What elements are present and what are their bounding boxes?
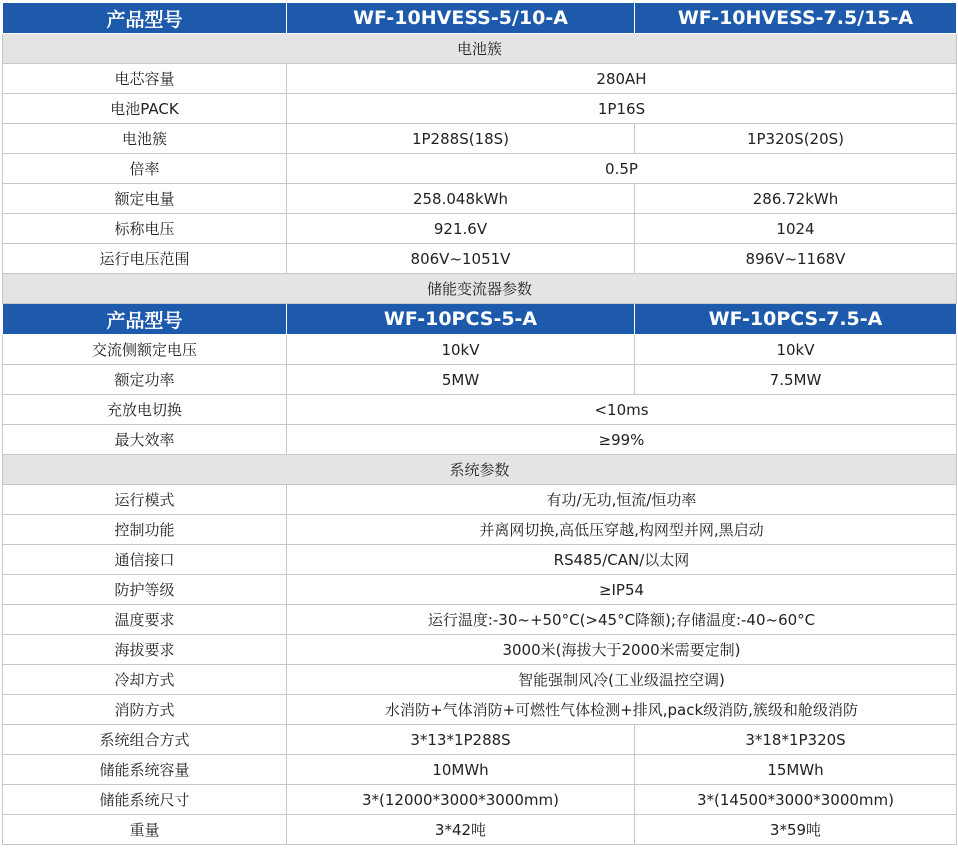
spec-table	[2, 2, 957, 845]
row-label: 消防方式	[3, 695, 287, 725]
row-label: 电池簇	[3, 124, 287, 154]
row-label: 标称电压	[3, 214, 287, 244]
table-row	[3, 214, 957, 244]
table-row	[3, 184, 957, 214]
header-label: 产品型号	[3, 3, 287, 34]
table-row	[3, 485, 957, 515]
row-value: 有功/无功,恒流/恒功率	[287, 485, 957, 515]
table-row	[3, 64, 957, 94]
row-value: 运行温度:-30~+50°C(>45°C降额);存储温度:-40~60°C	[287, 605, 957, 635]
table-row	[3, 575, 957, 605]
row-value-b: 15MWh	[635, 755, 957, 785]
row-value: 1P16S	[287, 94, 957, 124]
row-value: 0.5P	[287, 154, 957, 184]
row-label: 运行电压范围	[3, 244, 287, 274]
table-row	[3, 665, 957, 695]
row-value-b: 3*(14500*3000*3000mm)	[635, 785, 957, 815]
row-value-b: 7.5MW	[635, 365, 957, 395]
table-row	[3, 635, 957, 665]
row-value-b: 896V~1168V	[635, 244, 957, 274]
table-row	[3, 515, 957, 545]
table-row	[3, 785, 957, 815]
row-label: 运行模式	[3, 485, 287, 515]
row-value-b: 286.72kWh	[635, 184, 957, 214]
header-row-pcs	[3, 304, 957, 335]
header-model-a: WF-10HVESS-5/10-A	[287, 3, 635, 34]
row-label: 控制功能	[3, 515, 287, 545]
header-label: 产品型号	[3, 304, 287, 335]
table-row	[3, 244, 957, 274]
row-value-a: 921.6V	[287, 214, 635, 244]
table-row	[3, 725, 957, 755]
row-label: 交流侧额定电压	[3, 335, 287, 365]
table-row	[3, 335, 957, 365]
row-value-b: 1024	[635, 214, 957, 244]
table-row	[3, 425, 957, 455]
row-value-a: 1P288S(18S)	[287, 124, 635, 154]
row-value: 智能强制风冷(工业级温控空调)	[287, 665, 957, 695]
row-label: 电芯容量	[3, 64, 287, 94]
table-row	[3, 94, 957, 124]
row-value-a: 10MWh	[287, 755, 635, 785]
row-label: 储能系统尺寸	[3, 785, 287, 815]
section-row-pcs	[3, 274, 957, 304]
header-model-a: WF-10PCS-5-A	[287, 304, 635, 335]
section-title: 储能变流器参数	[3, 274, 957, 304]
row-value-b: 10kV	[635, 335, 957, 365]
table-row	[3, 545, 957, 575]
row-value-b: 1P320S(20S)	[635, 124, 957, 154]
row-value-a: 806V~1051V	[287, 244, 635, 274]
row-label: 充放电切换	[3, 395, 287, 425]
row-label: 重量	[3, 815, 287, 845]
section-row-system	[3, 455, 957, 485]
table-row	[3, 815, 957, 845]
section-title: 系统参数	[3, 455, 957, 485]
row-label: 电池PACK	[3, 94, 287, 124]
row-value: 并离网切换,高低压穿越,构网型并网,黑启动	[287, 515, 957, 545]
table-row	[3, 755, 957, 785]
row-value: <10ms	[287, 395, 957, 425]
header-model-b: WF-10HVESS-7.5/15-A	[635, 3, 957, 34]
row-value-b: 3*18*1P320S	[635, 725, 957, 755]
row-label: 防护等级	[3, 575, 287, 605]
row-value-a: 3*(12000*3000*3000mm)	[287, 785, 635, 815]
row-value-b: 3*59吨	[635, 815, 957, 845]
row-value: 水消防+气体消防+可燃性气体检测+排风,pack级消防,簇级和舱级消防	[287, 695, 957, 725]
row-value: 280AH	[287, 64, 957, 94]
row-value-a: 258.048kWh	[287, 184, 635, 214]
row-value: 3000米(海拔大于2000米需要定制)	[287, 635, 957, 665]
row-label: 海拔要求	[3, 635, 287, 665]
section-title: 电池簇	[3, 34, 957, 64]
row-label: 额定电量	[3, 184, 287, 214]
row-label: 温度要求	[3, 605, 287, 635]
row-value-a: 3*42吨	[287, 815, 635, 845]
row-value: ≥99%	[287, 425, 957, 455]
row-label: 最大效率	[3, 425, 287, 455]
row-label: 冷却方式	[3, 665, 287, 695]
header-row-ess	[3, 3, 957, 34]
table-row	[3, 695, 957, 725]
row-label: 倍率	[3, 154, 287, 184]
row-value: ≥IP54	[287, 575, 957, 605]
row-label: 储能系统容量	[3, 755, 287, 785]
table-row	[3, 154, 957, 184]
table-row	[3, 605, 957, 635]
row-value-a: 3*13*1P288S	[287, 725, 635, 755]
row-label: 额定功率	[3, 365, 287, 395]
section-row-battery	[3, 34, 957, 64]
row-label: 通信接口	[3, 545, 287, 575]
row-value-a: 5MW	[287, 365, 635, 395]
header-model-b: WF-10PCS-7.5-A	[635, 304, 957, 335]
table-row	[3, 395, 957, 425]
row-value: RS485/CAN/以太网	[287, 545, 957, 575]
table-row	[3, 124, 957, 154]
row-value-a: 10kV	[287, 335, 635, 365]
row-label: 系统组合方式	[3, 725, 287, 755]
table-row	[3, 365, 957, 395]
